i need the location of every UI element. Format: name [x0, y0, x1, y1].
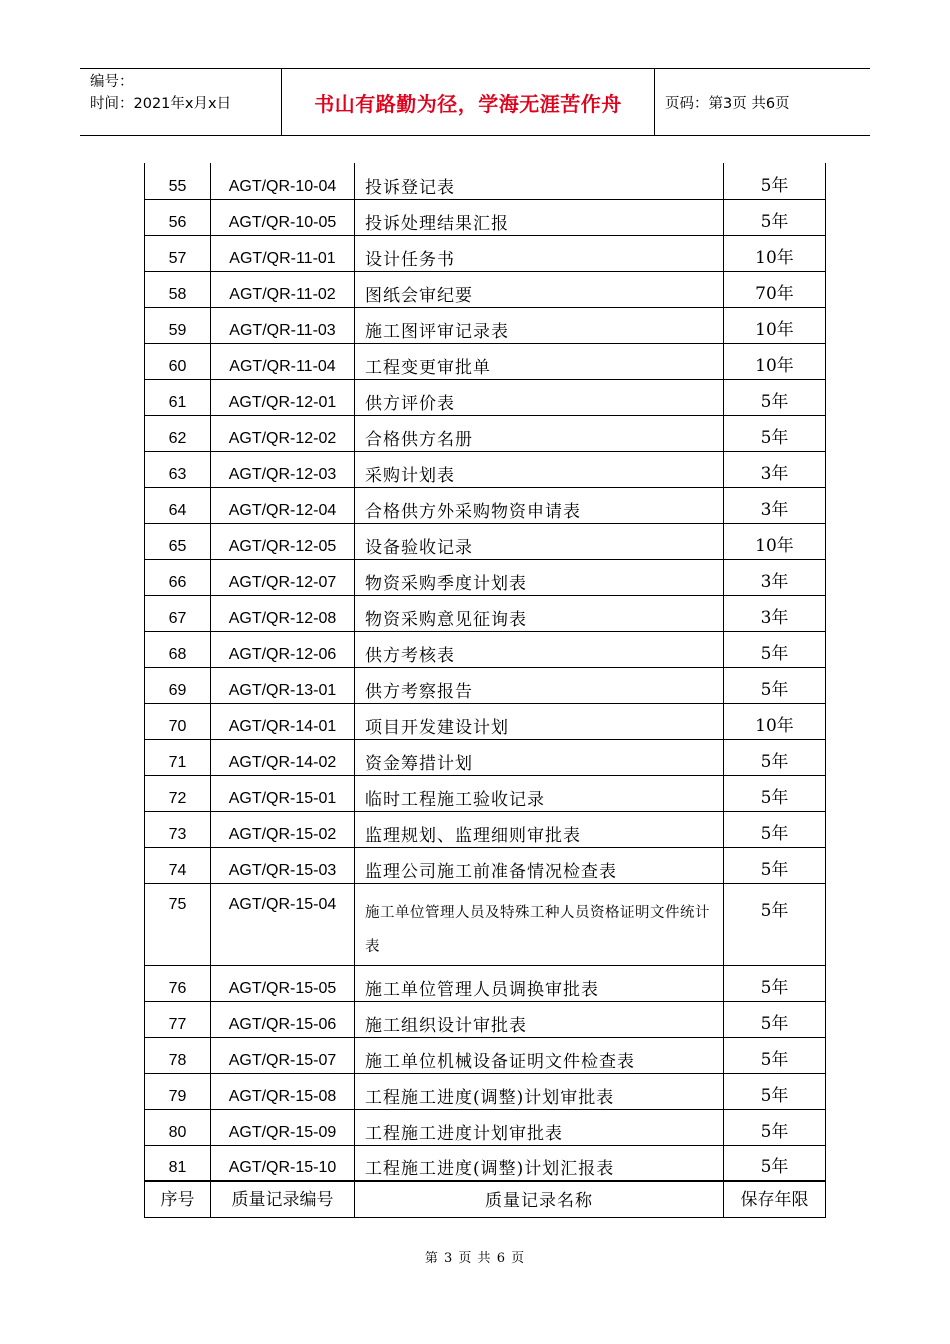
row-number: 72 [145, 775, 211, 811]
table-row [145, 965, 826, 1001]
record-name: 施工组织设计审批表 [355, 1001, 724, 1037]
table-row [145, 451, 826, 487]
col-header-code: 质量记录编号 [211, 1181, 355, 1217]
retention-period: 5年 [724, 1145, 826, 1181]
table-row [145, 883, 826, 965]
table-row [145, 487, 826, 523]
retention-period: 5年 [724, 379, 826, 415]
record-name: 投诉登记表 [355, 163, 724, 199]
record-name: 工程施工进度(调整)计划汇报表 [355, 1145, 724, 1181]
retention-period: 10年 [724, 235, 826, 271]
retention-period: 10年 [724, 523, 826, 559]
row-number: 79 [145, 1073, 211, 1109]
table-footer-header-row [145, 1181, 826, 1217]
record-name: 供方评价表 [355, 379, 724, 415]
retention-period: 5年 [724, 847, 826, 883]
retention-period: 5年 [724, 1073, 826, 1109]
record-code: AGT/QR-15-10 [211, 1145, 355, 1181]
retention-period: 5年 [724, 631, 826, 667]
row-number: 63 [145, 451, 211, 487]
header-slogan: 书山有路勤为径，学海无涯苦作舟 [281, 69, 655, 135]
retention-period: 5年 [724, 1109, 826, 1145]
table-row [145, 631, 826, 667]
record-code: AGT/QR-11-03 [211, 307, 355, 343]
record-name: 物资采购季度计划表 [355, 559, 724, 595]
record-code: AGT/QR-12-08 [211, 595, 355, 631]
row-number: 62 [145, 415, 211, 451]
table-row [145, 667, 826, 703]
retention-period: 70年 [724, 271, 826, 307]
record-code: AGT/QR-15-05 [211, 965, 355, 1001]
row-number: 70 [145, 703, 211, 739]
record-code: AGT/QR-11-01 [211, 235, 355, 271]
record-name: 合格供方名册 [355, 415, 724, 451]
document-header [80, 68, 870, 136]
retention-period: 5年 [724, 1037, 826, 1073]
record-code: AGT/QR-12-04 [211, 487, 355, 523]
retention-period: 3年 [724, 451, 826, 487]
row-number: 60 [145, 343, 211, 379]
record-name: 监理公司施工前准备情况检查表 [355, 847, 724, 883]
record-name: 资金筹措计划 [355, 739, 724, 775]
record-code: AGT/QR-11-02 [211, 271, 355, 307]
row-number: 73 [145, 811, 211, 847]
header-meta [80, 69, 281, 135]
retention-period: 3年 [724, 487, 826, 523]
record-name: 采购计划表 [355, 451, 724, 487]
row-number: 64 [145, 487, 211, 523]
record-name: 工程施工进度(调整)计划审批表 [355, 1073, 724, 1109]
row-number: 67 [145, 595, 211, 631]
record-name: 图纸会审纪要 [355, 271, 724, 307]
record-name: 合格供方外采购物资申请表 [355, 487, 724, 523]
record-code: AGT/QR-12-02 [211, 415, 355, 451]
table-row [145, 811, 826, 847]
record-name: 项目开发建设计划 [355, 703, 724, 739]
table-row [145, 559, 826, 595]
row-number: 78 [145, 1037, 211, 1073]
table-row [145, 1037, 826, 1073]
record-code: AGT/QR-12-05 [211, 523, 355, 559]
table-row [145, 199, 826, 235]
record-code: AGT/QR-14-02 [211, 739, 355, 775]
row-number: 71 [145, 739, 211, 775]
retention-period: 5年 [724, 775, 826, 811]
row-number: 68 [145, 631, 211, 667]
record-name: 供方考核表 [355, 631, 724, 667]
retention-period: 5年 [724, 811, 826, 847]
row-number: 81 [145, 1145, 211, 1181]
col-header-keep: 保存年限 [724, 1181, 826, 1217]
record-code: AGT/QR-10-04 [211, 163, 355, 199]
row-number: 56 [145, 199, 211, 235]
table-row [145, 1073, 826, 1109]
row-number: 61 [145, 379, 211, 415]
record-name: 施工单位管理人员及特殊工种人员资格证明文件统计表 [355, 883, 724, 965]
table-row [145, 1109, 826, 1145]
record-name: 临时工程施工验收记录 [355, 775, 724, 811]
row-number: 69 [145, 667, 211, 703]
row-number: 75 [145, 883, 211, 965]
row-number: 74 [145, 847, 211, 883]
table-row [145, 271, 826, 307]
header-page-info: 页码：第3页 共6页 [665, 95, 790, 112]
record-name: 施工单位机械设备证明文件检查表 [355, 1037, 724, 1073]
retention-period: 10年 [724, 343, 826, 379]
retention-period: 5年 [724, 415, 826, 451]
retention-period: 10年 [724, 703, 826, 739]
row-number: 76 [145, 965, 211, 1001]
page-footer: 第 3 页 共 6 页 [424, 1251, 526, 1266]
record-code: AGT/QR-15-02 [211, 811, 355, 847]
record-code: AGT/QR-15-06 [211, 1001, 355, 1037]
record-name: 监理规划、监理细则审批表 [355, 811, 724, 847]
row-number: 66 [145, 559, 211, 595]
retention-period: 3年 [724, 559, 826, 595]
table-row [145, 847, 826, 883]
table-row [145, 379, 826, 415]
quality-records-table [144, 163, 826, 1218]
record-code: AGT/QR-11-04 [211, 343, 355, 379]
table-row [145, 595, 826, 631]
row-number: 65 [145, 523, 211, 559]
row-number: 77 [145, 1001, 211, 1037]
record-code: AGT/QR-12-01 [211, 379, 355, 415]
table-row [145, 235, 826, 271]
table-row [145, 775, 826, 811]
col-header-no: 序号 [145, 1181, 211, 1217]
record-name: 设备验收记录 [355, 523, 724, 559]
record-name: 工程施工进度计划审批表 [355, 1109, 724, 1145]
retention-period: 10年 [724, 307, 826, 343]
retention-period: 5年 [724, 199, 826, 235]
table-row [145, 1001, 826, 1037]
record-name: 施工单位管理人员调换审批表 [355, 965, 724, 1001]
record-code: AGT/QR-12-06 [211, 631, 355, 667]
retention-period: 5年 [724, 163, 826, 199]
record-code: AGT/QR-12-03 [211, 451, 355, 487]
time-label: 时间：2021年x月x日 [90, 96, 232, 112]
row-number: 57 [145, 235, 211, 271]
table-row [145, 739, 826, 775]
record-name: 供方考察报告 [355, 667, 724, 703]
row-number: 59 [145, 307, 211, 343]
table-row [145, 163, 826, 199]
record-code: AGT/QR-10-05 [211, 199, 355, 235]
retention-period: 5年 [724, 667, 826, 703]
record-name: 施工图评审记录表 [355, 307, 724, 343]
record-code: AGT/QR-12-07 [211, 559, 355, 595]
record-code: AGT/QR-15-03 [211, 847, 355, 883]
record-code: AGT/QR-14-01 [211, 703, 355, 739]
row-number: 55 [145, 163, 211, 199]
table-row [145, 307, 826, 343]
row-number: 80 [145, 1109, 211, 1145]
row-number: 58 [145, 271, 211, 307]
record-code: AGT/QR-15-07 [211, 1037, 355, 1073]
record-name: 投诉处理结果汇报 [355, 199, 724, 235]
record-code: AGT/QR-15-09 [211, 1109, 355, 1145]
retention-period: 5年 [724, 883, 826, 965]
record-name: 设计任务书 [355, 235, 724, 271]
retention-period: 5年 [724, 965, 826, 1001]
table-row [145, 1145, 826, 1181]
record-code: AGT/QR-15-08 [211, 1073, 355, 1109]
record-code: AGT/QR-13-01 [211, 667, 355, 703]
records-body [145, 163, 826, 1181]
record-code: AGT/QR-15-01 [211, 775, 355, 811]
number-label: 编号： [90, 74, 134, 90]
retention-period: 5年 [724, 739, 826, 775]
col-header-name: 质量记录名称 [355, 1181, 724, 1217]
table-row [145, 343, 826, 379]
record-name: 物资采购意见征询表 [355, 595, 724, 631]
table-row [145, 523, 826, 559]
retention-period: 5年 [724, 1001, 826, 1037]
table-row [145, 703, 826, 739]
table-row [145, 415, 826, 451]
retention-period: 3年 [724, 595, 826, 631]
record-name: 工程变更审批单 [355, 343, 724, 379]
record-code: AGT/QR-15-04 [211, 883, 355, 965]
